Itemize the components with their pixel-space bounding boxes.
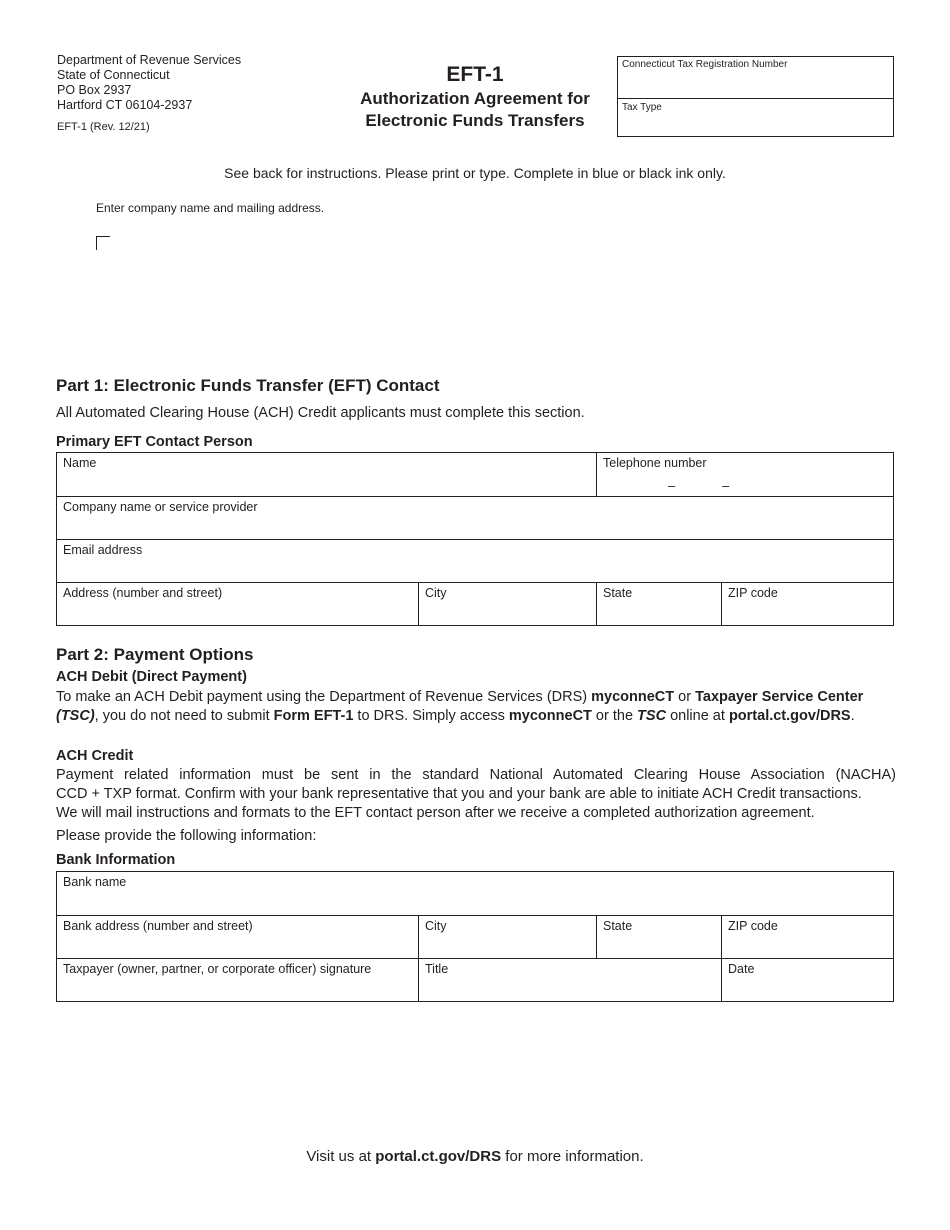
footer-portal-link[interactable]: portal.ct.gov/DRS [375,1148,502,1165]
telephone-field[interactable] [596,453,893,496]
tsc-text: Taxpayer Service Center [695,689,864,705]
agency-line: Department of Revenue Services [57,53,242,67]
agency-line: PO Box 2937 [57,83,132,97]
text: or [674,689,696,705]
agency-address [57,53,241,135]
bank-info-heading: Bank Information [56,852,176,868]
text: . [850,708,855,724]
text: online at [666,708,729,724]
provide-info-text: Please provide the following information: [56,828,317,844]
field-label: Name [63,456,97,470]
eft-contact-table [56,452,894,626]
field-label: Date [728,962,755,976]
form-revision: EFT-1 (Rev. 12/21) [57,121,150,133]
field-label: Email address [63,543,143,557]
title-line: Electronic Funds Transfers [365,111,585,130]
tsc-abbrev: TSC [637,708,667,724]
bank-zip-field[interactable] [721,916,893,958]
part1-heading: Part 1: Electronic Funds Transfer (EFT) Contact [56,376,440,395]
field-label: Bank address (number and street) [63,919,253,933]
part1-subheading: Primary EFT Contact Person [56,434,253,450]
ach-debit-text [56,688,896,726]
field-label: Bank name [63,875,127,889]
text: to DRS. Simply access [353,708,509,724]
contact-zip-field[interactable] [721,583,893,625]
field-label: ZIP code [728,586,778,600]
ach-debit-heading: ACH Debit (Direct Payment) [56,669,247,685]
text-line: We will mail instructions and formats to the EFT contact person after we receive a completed authorization agreement. [56,805,815,821]
title-line: Authorization Agreement for [360,89,590,108]
field-label: Title [425,962,449,976]
myconnect-text: myconneCT [591,689,675,705]
text: , you do not need to submit [94,708,274,724]
signature-field[interactable] [57,959,418,1001]
text: or the [591,708,638,724]
field-label: Company name or service provider [63,500,258,514]
field-label: Taxpayer (owner, partner, or corporate officer) signature [63,962,372,976]
bank-name-field[interactable] [57,872,893,915]
field-label: City [425,586,447,600]
form-number: EFT-1 [446,63,504,86]
email-field[interactable] [57,540,893,582]
tax-type-field[interactable] [618,98,893,136]
footer-text: for more information. [501,1148,644,1165]
part1-intro: All Automated Clearing House (ACH) Credit applicants must complete this section. [56,405,585,421]
bank-city-field[interactable] [418,916,596,958]
contact-city-field[interactable] [418,583,596,625]
footer [0,1148,950,1165]
bank-address-field[interactable] [57,916,418,958]
field-label: City [425,919,447,933]
part2-heading: Part 2: Payment Options [56,645,254,664]
field-label: Telephone number [603,456,707,470]
contact-state-field[interactable] [596,583,721,625]
field-label: State [603,586,633,600]
ach-credit-text [56,766,896,823]
agency-line: State of Connecticut [57,68,170,82]
myconnect-text: myconneCT [508,708,592,724]
tsc-abbrev: (TSC) [56,708,95,724]
phone-separator: – [722,478,730,493]
company-name-field[interactable] [57,497,893,539]
ach-credit-heading: ACH Credit [56,748,134,764]
text: To make an ACH Debit payment using the Department of Revenue Services (DRS) [56,689,592,705]
tax-registration-number-field[interactable] [618,57,893,98]
text-line: Payment related information must be sent in the standard National Automated Clearing House Association (NACHA) [56,767,896,783]
contact-address-field[interactable] [57,583,418,625]
portal-link[interactable]: portal.ct.gov/DRS [728,708,851,724]
phone-separator: – [668,478,676,493]
bank-state-field[interactable] [596,916,721,958]
contact-name-field[interactable] [57,453,596,496]
date-field[interactable] [721,959,893,1001]
agency-line: Hartford CT 06104-2937 [57,98,193,112]
title-field[interactable] [418,959,721,1001]
field-label: ZIP code [728,919,778,933]
form-eft1-text: Form EFT-1 [273,708,354,724]
registration-box [617,56,894,137]
address-window-corner [96,236,110,250]
bank-info-table [56,871,894,1002]
field-label: Tax Type [622,102,662,113]
field-label: State [603,919,633,933]
address-label: Enter company name and mailing address. [96,201,325,215]
footer-text: Visit us at [306,1148,376,1165]
field-label: Connecticut Tax Registration Number [622,59,788,70]
field-label: Address (number and street) [63,586,223,600]
form-title [335,62,615,132]
instructions: See back for instructions. Please print or type. Complete in blue or black ink only. [224,165,726,181]
text-line: CCD + TXP format. Confirm with your bank representative that you and your bank are able to initiate ACH Credit transactions. [56,786,862,802]
